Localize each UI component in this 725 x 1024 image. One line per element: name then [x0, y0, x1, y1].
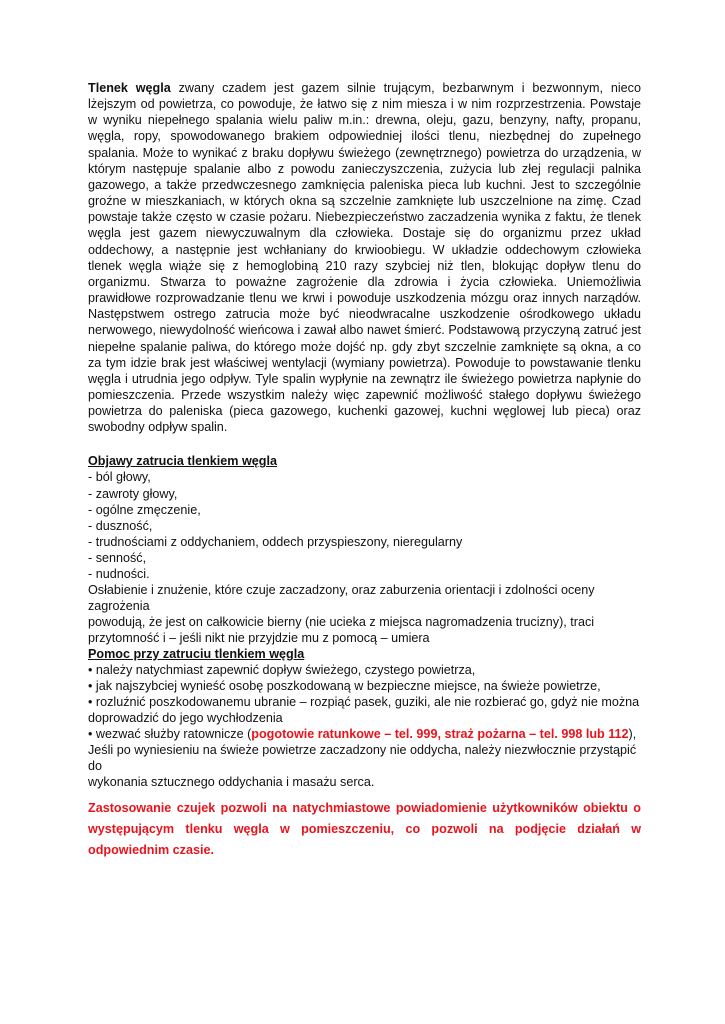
- intro-text: zwany czadem jest gazem silnie trującym, bezbarwnym i bezwonnym, nieco lżejszym od powietrza, co powoduje, że łatwo się z nim miesza i w nim rozprzestrzenia. Powstaje w wyniku niepełnego spalania wielu paliw m.in.: drewna, oleju, gazu, benzyny, nafty, propanu, węgla, ropy, spowodowanego brakiem odpowiedniej ilości tlenu, niezbędnej do zupełnego spalania. Może to wynikać z braku dopływu świeżego (zewnętrznego) powietrza do urządzenia, w którym następuje spalanie albo z powodu zanieczyszczenia, zużycia lub złej regulacji palnika gazowego, a także przedwczesnego zamknięcia paleniska pieca lub kuchni. Jest to szczególnie groźne w mieszkaniach, w których okna są szczelnie zamknięte lub uszczelnione na zimę. Czad powstaje także często w czasie pożaru. Niebezpieczeństwo zaczadzenia wynika z faktu, że tlenek węgla jest gazem niewyczuwalnym dla człowieka. Dostaje się do organizmu przez układ oddechowy, a następnie jest wchłaniany do krwioobiegu. W układzie oddechowym człowieka tlenek węgla wiąże się z hemoglobiną 210 razy szybciej niż tlen, blokując dopływ tlenu do organizmu. Stwarza to poważne zagrożenie dla zdrowia i życia człowieka. Uniemożliwia prawidłowe rozprowadzanie tlenu we krwi i powoduje uszkodzenia mózgu oraz innych narządów. Następstwem ostrego zatrucia może być nieodwracalne uszkodzenie ośrodkowego układu nerwowego, niewydolność wieńcowa i zawał albo nawet śmierć. Podstawową przyczyną zatruć jest niepełne spalanie paliwa, do którego może dojść np. gdy zbyt szczelnie zamknięte są okna, a co za tym idzie brak jest właściwej wentylacji (wymiany powietrza). Powoduje to powstawanie tlenku węgla i utrudnia jego odpływ. Tyle spalin wypłynie na zewnątrz ile świeżego powietrza napłynie do pomieszczenia. Przede wszystkim należy więc zapewnić możliwość stałego dopływu świeżego powietrza do paleniska (pieca gazowego, kuchenki gazowej, kuchni węglowej lub pieca) oraz swobodny odpływ spalin.: [88, 81, 641, 435]
- help-item: doprowadzić do jego wychłodzenia: [88, 711, 283, 726]
- symptom-item: - trudnościami z oddychaniem, oddech przyspieszony, nieregularny: [88, 534, 463, 549]
- symptom-item: - duszność,: [88, 518, 153, 533]
- help-call-suffix: ),: [628, 727, 637, 742]
- intro-paragraph: [88, 80, 641, 435]
- intro-lead: Tlenek węgla: [88, 81, 171, 95]
- symptom-item: - ogólne zmęczenie,: [88, 502, 201, 517]
- help-item: • rozluźnić poszkodowanemu ubranie – rozpiąć pasek, guziki, ale nie rozbierać go, gdyż nie można: [88, 695, 640, 710]
- symptoms-followup-line: przytomność i – jeśli nikt nie przyjdzie mu z pomocą – umiera: [88, 630, 430, 645]
- help-item: • należy natychmiast zapewnić dopływ świeżego, czystego powietrza,: [88, 663, 476, 678]
- symptom-item: - ból głowy,: [88, 470, 151, 485]
- symptoms-heading: Objawy zatrucia tlenkiem węgla: [88, 454, 277, 469]
- help-after-line: Jeśli po wyniesieniu na świeże powietrze zaczadzony nie oddycha, należy niezwłocznie przystąpić do: [88, 743, 637, 774]
- symptom-item: - nudności.: [88, 566, 150, 581]
- help-item: • jak najszybciej wynieść osobę poszkodowaną w bezpieczne miejsce, na świeże powietrze,: [88, 679, 601, 694]
- help-heading: Pomoc przy zatruciu tlenkiem węgla: [88, 647, 305, 661]
- symptom-item: - senność,: [88, 550, 147, 565]
- symptoms-followup-line: powodują, że jest on całkowicie bierny (nie ucieka z miejsca nagromadzenia trucizny), traci: [88, 614, 595, 629]
- document-page: [88, 80, 641, 861]
- help-call-prefix: • wezwać służby ratownicze (: [88, 727, 252, 742]
- detector-warning: Zastosowanie czujek pozwoli na natychmiastowe powiadomienie użytkowników obiektu o występującym tlenku węgla w pomieszczeniu, co pozwoli na podjęcie działań w odpowiednim czasie.: [88, 801, 641, 858]
- emergency-numbers: pogotowie ratunkowe – tel. 999, straż pożarna – tel. 998 lub 112: [251, 727, 629, 742]
- help-call-line: [88, 726, 641, 742]
- symptoms-section: [88, 453, 641, 790]
- help-after-line: wykonania sztucznego oddychania i masażu serca.: [88, 775, 375, 790]
- symptom-item: - zawroty głowy,: [88, 486, 178, 501]
- symptoms-followup-line: Osłabienie i znużenie, które czuje zaczadzony, oraz zaburzenia orientacji i zdolności oceny zagrożenia: [88, 582, 595, 613]
